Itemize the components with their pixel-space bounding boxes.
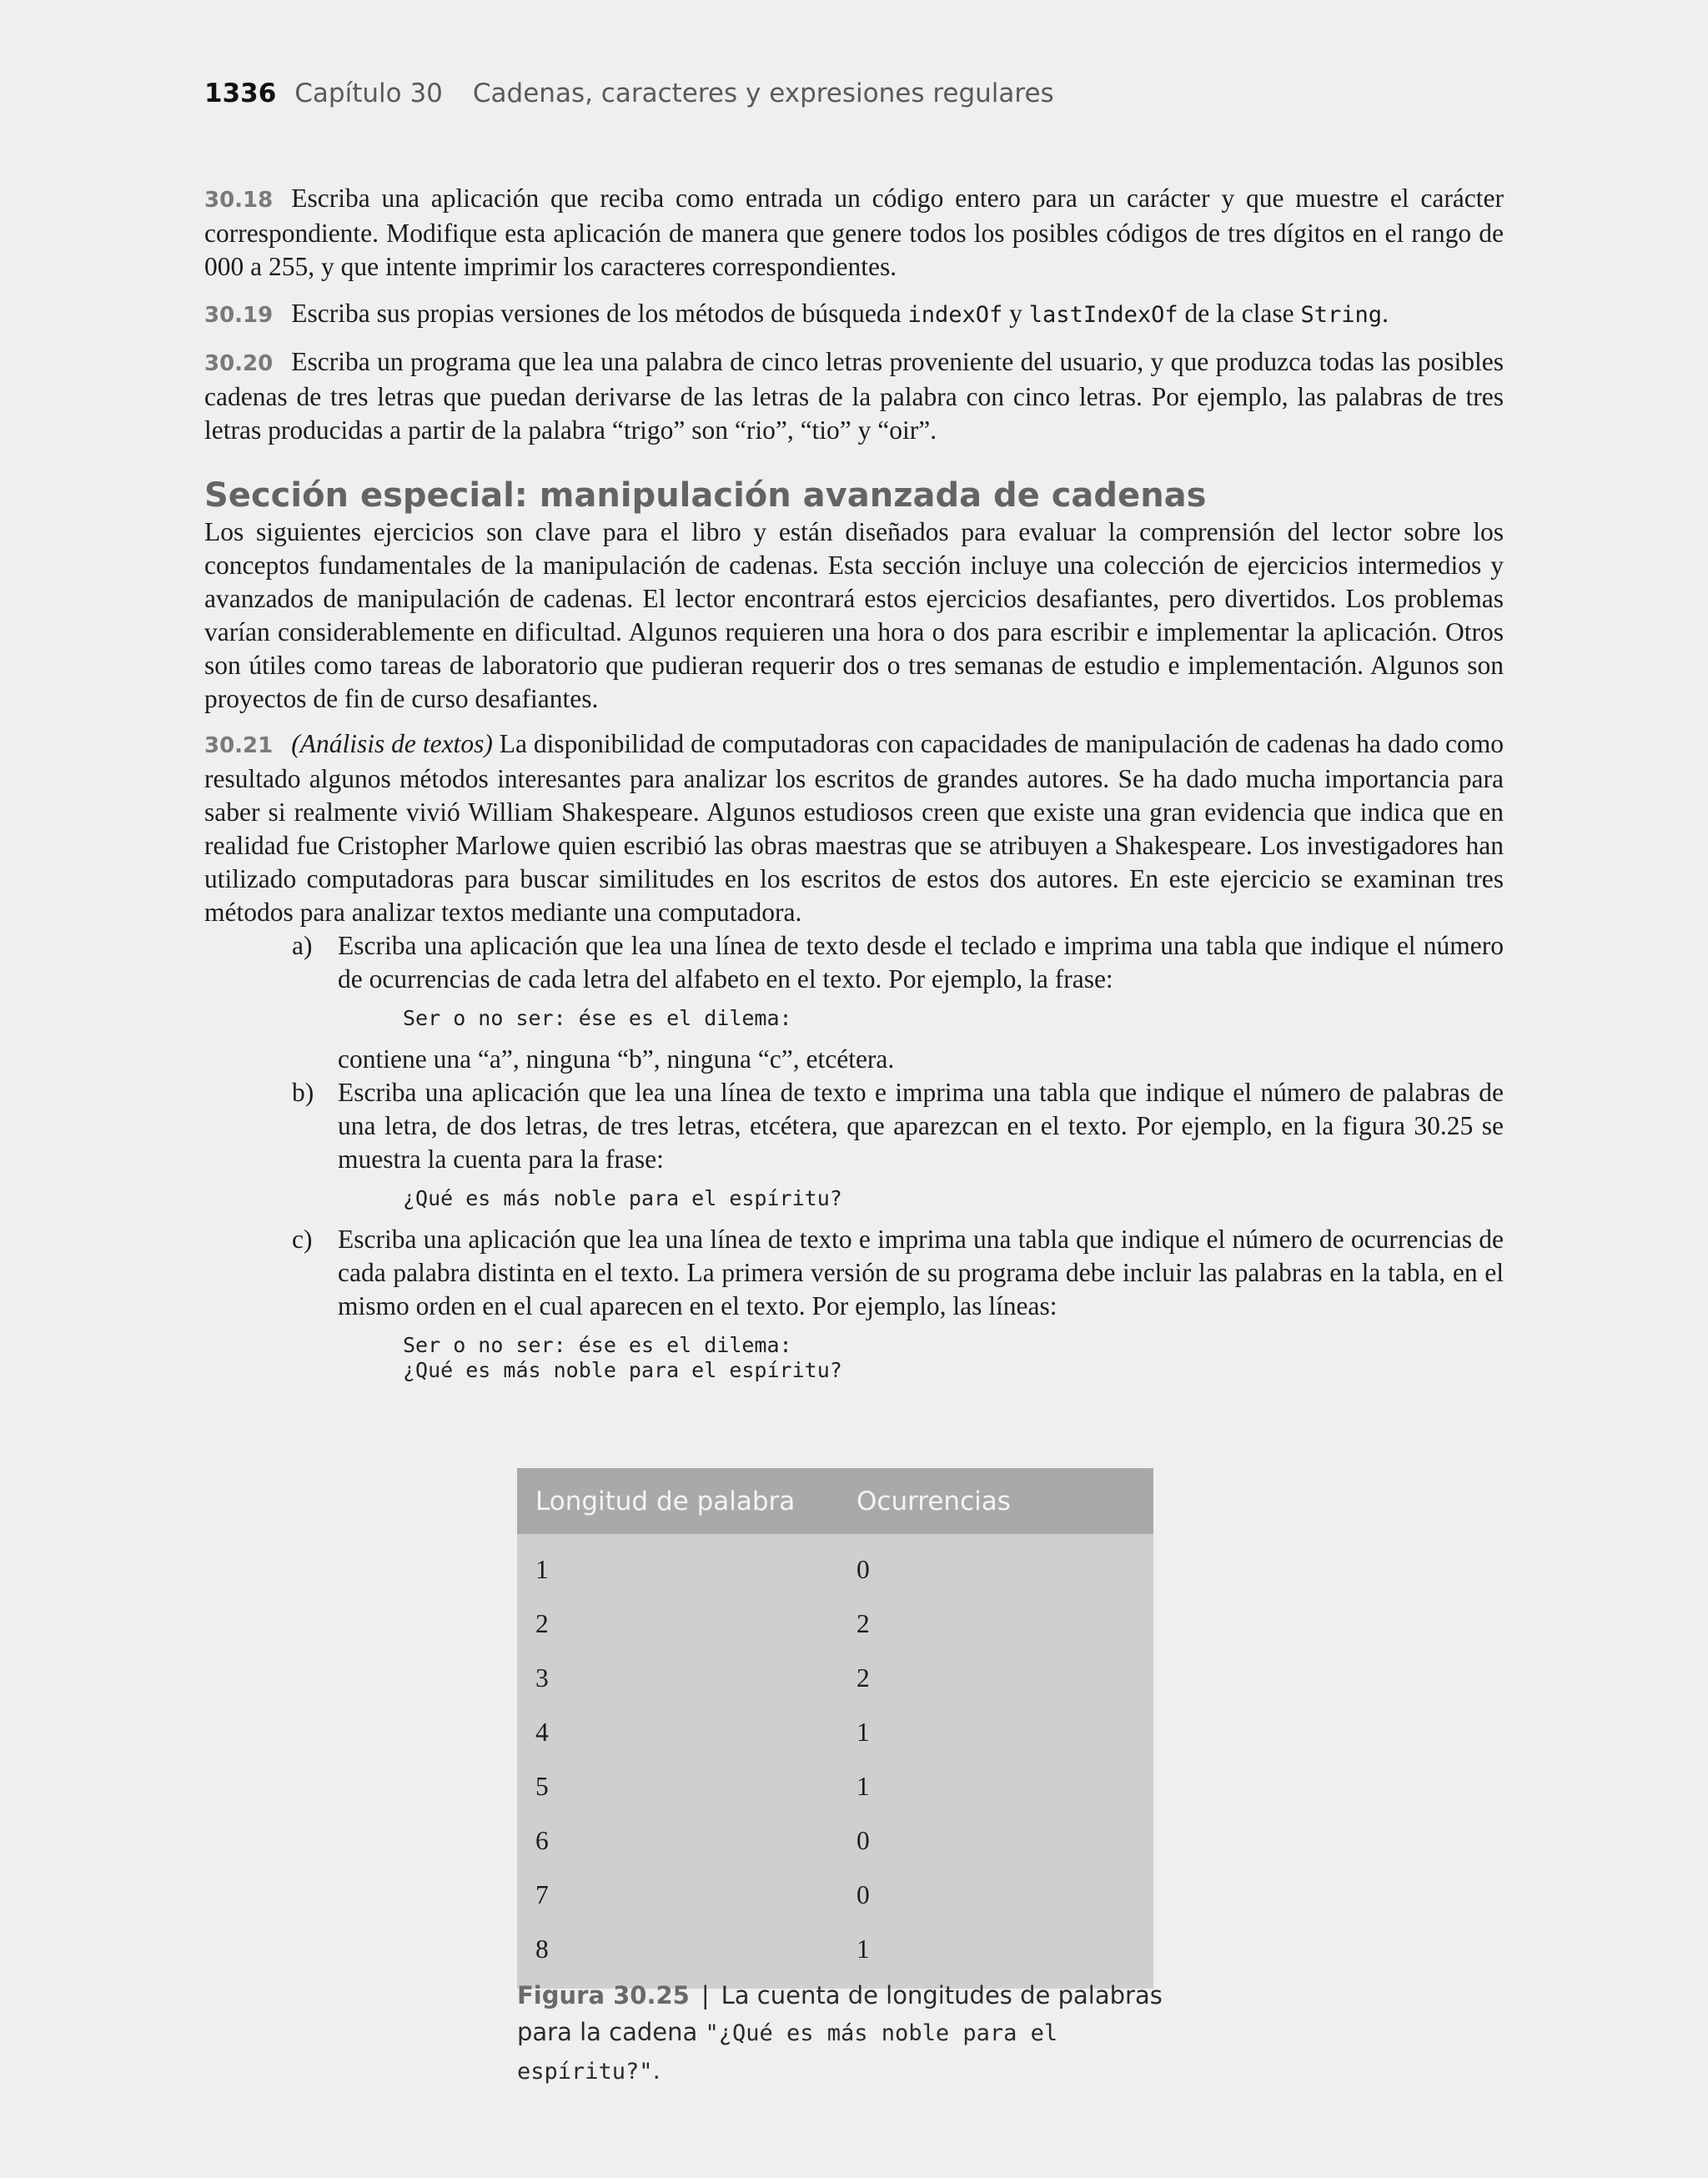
subexercise-text: Escriba una aplicación que lea una línea de texto desde el teclado e imprima una tabla que indique el número de ocurrencias de cada letra del alfabeto en el texto. Por ejemplo, la frase: <box>338 931 1504 993</box>
main-content <box>204 182 1504 1383</box>
cell-occurrences: 0 <box>857 1825 870 1855</box>
exercise-text-part: de la clase <box>1178 299 1301 328</box>
column-header-occurrences: Ocurrencias <box>857 1486 1011 1517</box>
exercise-text: Escriba un programa que lea una palabra de cinco letras proveniente del usuario, y que produzca todas las posibles cadenas de tres letras que puedan derivarse de las letras de la palabra con cinco letras. Por ejemplo, las palabras de tres letras producidas a partir de la palabra “trigo” son “rio”, “tio” y “oir”. <box>204 347 1504 445</box>
exercise-text-part: . <box>1382 299 1389 328</box>
chapter-label: Capítulo 30 <box>294 78 443 108</box>
cell-length: 7 <box>535 1879 549 1909</box>
caption-text: La cuenta de longitudes de palabras para la cadena <box>517 1981 1163 2046</box>
code-example: ¿Qué es más noble para el espíritu? <box>403 1186 842 1210</box>
subexercise-c <box>204 1223 1504 1323</box>
table-body <box>517 1534 1153 1989</box>
code-example <box>403 1333 1504 1383</box>
exercise-30-18 <box>204 182 1504 284</box>
section-heading: Sección especial: manipulación avanzada de cadenas <box>204 476 1207 515</box>
caption-end: . <box>652 2056 661 2085</box>
chapter-title: Cadenas, caracteres y expresiones regulares <box>472 78 1054 108</box>
cell-occurrences: 1 <box>857 1934 870 1964</box>
exercise-text: La disponibilidad de computadoras con capacidades de manipulación de cadenas ha dado como resultado algunos métodos interesantes para analizar los escritos de grandes autores. Se ha dado mucha importancia para saber si realmente vivió William Shakespeare. Algunos estudiosos creen que existe una gran evidencia que indica que en realidad fue Cristopher Marlowe quien escribió las obras maestras que se atribuyen a Shakespeare. Los investigadores han utilizado computadoras para buscar similitudes en los escritos de estos dos autores. En este ejercicio se examinan tres métodos para analizar textos mediante una computadora. <box>204 729 1504 927</box>
table-row <box>517 1759 1153 1813</box>
code-line: ¿Qué es más noble para el espíritu? <box>403 1358 842 1382</box>
cell-occurrences: 2 <box>857 1662 870 1693</box>
cell-occurrences: 0 <box>857 1554 870 1584</box>
table-row <box>517 1705 1153 1759</box>
cell-length: 3 <box>535 1662 549 1693</box>
table-row <box>517 1542 1153 1597</box>
running-head <box>204 78 1054 108</box>
exercise-text-part: y <box>1002 299 1029 328</box>
cell-occurrences: 1 <box>857 1717 870 1747</box>
table-row <box>517 1651 1153 1705</box>
cell-occurrences: 0 <box>857 1879 870 1909</box>
exercise-text-part: Escriba sus propias versiones de los métodos de búsqueda <box>291 299 908 328</box>
section-intro: Los siguientes ejercicios son clave para el libro y están diseñados para evaluar la comprensión del lector sobre los conceptos fundamentales de la manipulación de cadenas. Esta sección incluye una colección de ejercicios intermedios y avanzados de manipulación de cadenas. El lector encontrará estos ejercicios desafiantes, pero divertidos. Los problemas varían considerablemente en dificultad. Algunos requieren una hora o dos para escribir e implementar la aplicación. Otros son útiles como tareas de laboratorio que pudieran requerir dos o tres semanas de estudio e implementación. Algunos son proyectos de fin de curso desafiantes. <box>204 517 1504 713</box>
cell-length: 4 <box>535 1717 549 1747</box>
subexercise-label: a) <box>292 931 313 960</box>
subexercise-text: Escriba una aplicación que lea una línea de texto e imprima una tabla que indique el número de palabras de una letra, de dos letras, de tres letras, etcétera, que aparezcan en el texto. Por ejemplo, en la figura 30.25 se muestra la cuenta para la frase: <box>338 1078 1504 1174</box>
code-string: String <box>1300 302 1383 328</box>
word-length-table <box>517 1468 1153 1989</box>
cell-length: 5 <box>535 1771 549 1801</box>
exercise-30-21 <box>204 727 1504 929</box>
table-row <box>517 1922 1153 1976</box>
cell-occurrences: 1 <box>857 1771 870 1801</box>
column-header-length: Longitud de palabra <box>535 1486 796 1517</box>
code-line: Ser o no ser: ése es el dilema: <box>403 1333 792 1357</box>
cell-length: 8 <box>535 1934 549 1964</box>
subexercise-b <box>204 1076 1504 1176</box>
table-row <box>517 1597 1153 1651</box>
cell-occurrences: 2 <box>857 1608 870 1638</box>
figure-caption <box>517 1977 1201 2090</box>
page-number: 1336 <box>204 78 277 108</box>
subexercise-label: b) <box>292 1078 314 1107</box>
caption-code: "¿Qué es más noble para el espíritu?" <box>517 2020 1058 2085</box>
table-header <box>517 1468 1153 1534</box>
exercise-title: (Análisis de textos) <box>291 729 493 758</box>
exercise-30-19 <box>204 297 1504 332</box>
subexercise-continuation: contiene una “a”, ninguna “b”, ninguna “c”, etcétera. <box>338 1044 895 1074</box>
cell-length: 2 <box>535 1608 549 1638</box>
code-example: Ser o no ser: ése es el dilema: <box>403 1006 792 1030</box>
table-row <box>517 1868 1153 1922</box>
exercise-number: 30.20 <box>204 351 274 376</box>
figure-label: Figura 30.25 <box>517 1981 690 2009</box>
code-indexof: indexOf <box>907 302 1003 328</box>
exercise-number: 30.19 <box>204 303 274 328</box>
caption-separator: | <box>701 1981 710 2009</box>
exercise-text: Escriba una aplicación que reciba como entrada un código entero para un carácter y que muestre el carácter correspondiente. Modifique esta aplicación de manera que genere todos los posibles códigos de tres dígitos en el rango de 000 a 255, y que intente imprimir los caracteres correspondientes. <box>204 184 1504 281</box>
subexercise-text: Escriba una aplicación que lea una línea de texto e imprima una tabla que indique el número de ocurrencias de cada palabra distinta en el texto. La primera versión de su programa debe incluir las palabras en la tabla, en el mismo orden en el cual aparecen en el texto. Por ejemplo, las líneas: <box>338 1225 1504 1320</box>
exercise-number: 30.21 <box>204 733 274 758</box>
cell-length: 6 <box>535 1825 549 1855</box>
cell-length: 1 <box>535 1554 549 1584</box>
exercise-30-20 <box>204 345 1504 447</box>
subexercise-label: c) <box>292 1225 313 1254</box>
exercise-number: 30.18 <box>204 188 274 213</box>
subexercise-a <box>204 929 1504 996</box>
code-lastindexof: lastIndexOf <box>1028 302 1178 328</box>
table-row <box>517 1813 1153 1868</box>
